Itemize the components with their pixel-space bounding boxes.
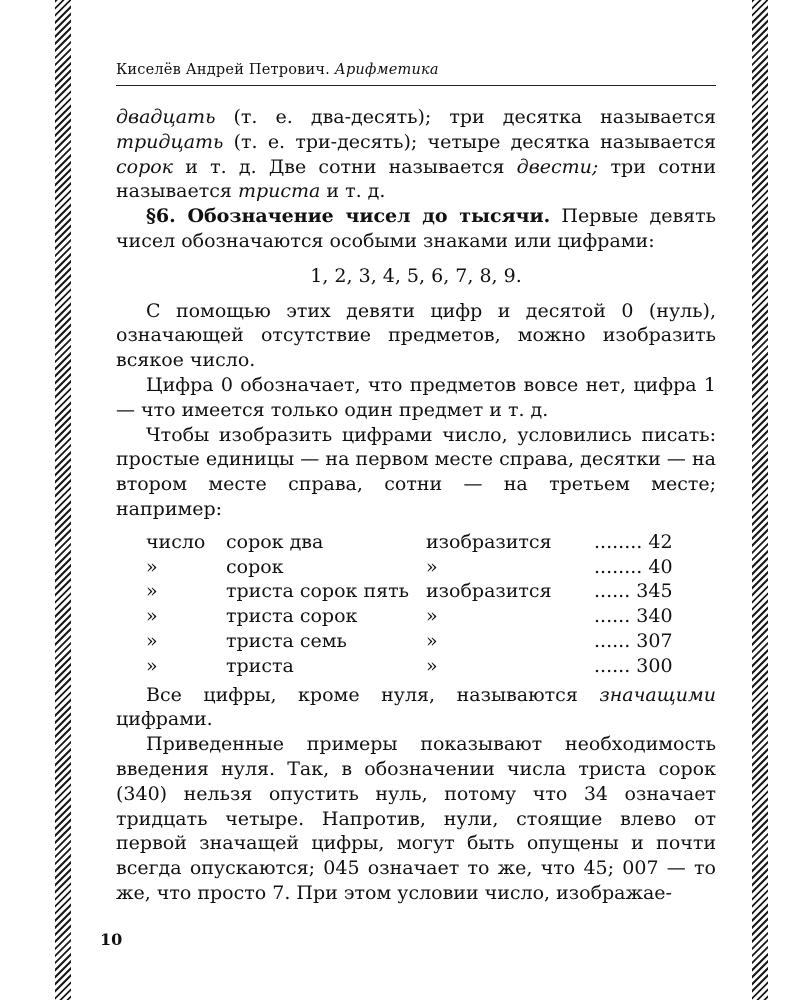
example-row (146, 604, 716, 629)
example-number: ........ 42 (594, 530, 673, 553)
term-trista: триста (237, 180, 321, 203)
example-row (146, 530, 716, 555)
example-lead: » (146, 555, 158, 578)
example-words: сорок (226, 555, 284, 578)
example-verb: » (426, 555, 438, 578)
example-number: ...... 345 (594, 580, 673, 603)
example-words: сорок два (226, 530, 324, 553)
paragraph-1 (116, 105, 716, 204)
example-lead: » (146, 580, 158, 603)
example-verb: » (426, 629, 438, 652)
left-page-edge-decoration (55, 0, 71, 1000)
section-6-paragraph (116, 204, 716, 254)
example-row (146, 654, 716, 679)
running-header (116, 62, 716, 78)
term-dvesti: двести; (516, 155, 599, 178)
example-words: триста семь (226, 629, 347, 652)
section-intro-text: Первые девять чисел обозначаются особыми знаками или цифрами: (116, 205, 717, 252)
paragraph-1-text-c: и т. д. Две сотни называется (173, 155, 517, 178)
term-znachashchimi: значащими (599, 683, 716, 706)
header-book-title: Арифметика (334, 62, 439, 78)
example-lead: » (146, 605, 158, 628)
paragraph-3: Цифра 0 обозначает, что предметов вовсе нет, цифра 1 — что имеется только один предмет и т. д. (116, 373, 716, 421)
paragraph-1-text-b: (т. е. три-десять); четыре десятка называется (223, 130, 716, 153)
examples-table (146, 530, 716, 679)
example-row (146, 579, 716, 604)
example-lead: » (146, 654, 158, 677)
right-page-edge-decoration (752, 0, 768, 1000)
term-sorok: сорок (116, 155, 174, 178)
example-words: триста сорок пять (226, 580, 409, 603)
paragraph-4: Чтобы изобразить цифрами число, условились писать: простые единицы — на первом месте справа, десятки — на втором месте справа, сотни — на третьем месте; например: (116, 423, 716, 520)
example-verb: » (426, 605, 438, 628)
paragraph-6: Приведенные примеры показывают необходимость введения нуля. Так, в обозначении числа триста сорок (340) нельзя опустить нуль, потому что 34 означает тридцать четыре. Напротив, нули, стоящие влево от первой значащей цифры, могут быть опущены и почти всегда опускаются; 045 означает то же, что 45; 007 — то же, что просто 7. При этом условии число, изображае- (116, 733, 716, 904)
example-lead: » (146, 629, 158, 652)
example-row (146, 555, 716, 580)
example-words: триста сорок (226, 605, 358, 628)
paragraph-1-text-a: (т. е. два-десять); три десятка называется (215, 106, 716, 128)
paragraph-5-text: Все цифры, кроме нуля, называются (146, 683, 600, 706)
example-number: ........ 40 (594, 555, 673, 578)
example-number: ...... 307 (594, 629, 673, 652)
paragraph-5-tail: цифрами. (116, 708, 213, 731)
example-number: ...... 300 (594, 654, 673, 677)
header-rule (116, 85, 716, 86)
section-heading: §6. Обозначение чисел до тысячи. (146, 205, 551, 228)
example-verb: изобразится (426, 530, 552, 553)
paragraph-1-text-e: и т. д. (320, 180, 386, 203)
paragraph-1-text-d: три сотни называется (116, 155, 716, 203)
page-number: 10 (100, 930, 123, 949)
term-tridtsat: тридцать (116, 130, 224, 153)
example-lead: число (146, 530, 206, 553)
example-verb: изобразится (426, 580, 552, 603)
digits-line: 1, 2, 3, 4, 5, 6, 7, 8, 9. (310, 264, 522, 287)
example-words: триста (226, 654, 294, 677)
example-verb: » (426, 654, 438, 677)
header-author: Киселёв Андрей Петрович. (116, 62, 330, 78)
example-number: ...... 340 (594, 605, 673, 628)
paragraph-5 (116, 683, 716, 733)
paragraph-2: С помощью этих девяти цифр и десятой 0 (нуль), означающей отсутствие предметов, можно изобразить всякое число. (116, 299, 716, 372)
term-dvadtsat: двадцать (116, 106, 216, 128)
example-row (146, 629, 716, 654)
page-body (116, 105, 716, 906)
